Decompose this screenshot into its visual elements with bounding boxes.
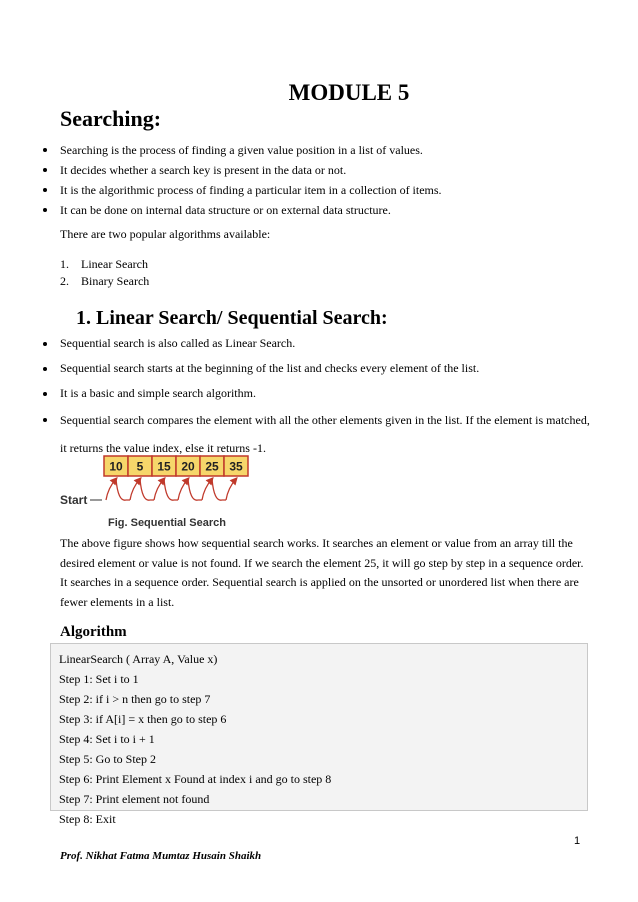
intro-paragraph: There are two popular algorithms available:: [60, 227, 271, 241]
sequential-search-figure: [60, 450, 270, 535]
list-item: Sequential search is also called as Linear Search.: [38, 331, 598, 356]
list-item: [60, 273, 149, 290]
search-arrows: [106, 479, 236, 500]
search-arrow: [154, 479, 164, 500]
array-value: 5: [136, 459, 144, 474]
search-arrow-loop: [140, 479, 154, 500]
subsection-title: 1. Linear Search/ Sequential Search:: [76, 307, 388, 329]
array-value: 15: [157, 459, 171, 474]
intro-bullet-list: [38, 140, 598, 220]
array-value: 10: [109, 459, 123, 474]
algorithm-line: Step 6: Print Element x Found at index i and go to step 8: [59, 772, 332, 786]
algorithm-line: Step 7: Print element not found: [59, 792, 210, 806]
algorithm-line: Step 2: if i > n then go to step 7: [59, 692, 211, 706]
algorithm-name: Binary Search: [81, 274, 150, 288]
description-paragraph: The above figure shows how sequential search works. It searches an element or value from an array till the desired element or value is not found. If we search the element 25, it will go step by step in a sequence order. It searches in a sequence order. Sequential search is applied on the unsorted or unordered list when there are fewer elements in a list.: [60, 536, 584, 609]
array-value: 35: [229, 459, 243, 474]
list-number: 1.: [60, 257, 69, 271]
search-arrow-loop: [164, 479, 178, 500]
algorithm-heading: Algorithm: [60, 624, 127, 640]
list-item: It decides whether a search key is present in the data or not.: [38, 160, 598, 180]
list-item: Searching is the process of finding a given value position in a list of values.: [38, 140, 598, 160]
algorithm-list: [60, 256, 149, 290]
algorithm-line: Step 3: if A[i] = x then go to step 6: [59, 712, 227, 726]
list-item: It is the algorithmic process of finding a particular item in a collection of items.: [38, 180, 598, 200]
algorithm-line: Step 8: Exit: [59, 812, 116, 826]
array-boxes: [104, 456, 248, 476]
linear-search-bullet-list: [38, 331, 598, 462]
search-arrow-loop: [212, 479, 226, 500]
array-value: 20: [181, 459, 195, 474]
search-arrow: [130, 479, 140, 500]
search-arrow-loop: [188, 479, 202, 500]
list-item: Sequential search starts at the beginning of the list and checks every element of the list.: [38, 356, 598, 381]
list-number: 2.: [60, 274, 69, 288]
footer-author: Prof. Nikhat Fatma Mumtaz Husain Shaikh: [60, 850, 262, 862]
search-arrow-loop: [116, 479, 130, 500]
module-title: MODULE 5: [288, 80, 410, 105]
algorithm-line: Step 4: Set i to i + 1: [59, 732, 155, 746]
search-arrow: [106, 479, 116, 500]
search-arrow: [178, 479, 188, 500]
search-arrow: [202, 479, 212, 500]
algorithm-name: Linear Search: [81, 257, 148, 271]
list-item: It is a basic and simple search algorithm.: [38, 381, 598, 406]
page-number: 1: [574, 835, 581, 847]
algorithm-line: Step 5: Go to Step 2: [59, 752, 157, 766]
list-item: It can be done on internal data structure or on external data structure.: [38, 200, 598, 220]
section-title: Searching:: [60, 106, 162, 131]
algorithm-box: [50, 643, 588, 826]
algorithm-line: Step 1: Set i to 1: [59, 672, 139, 686]
list-item: [60, 256, 149, 273]
search-arrow: [226, 479, 236, 500]
start-label: Start: [60, 493, 88, 507]
algorithm-line: LinearSearch ( Array A, Value x): [59, 652, 218, 666]
array-value: 25: [205, 459, 219, 474]
figure-caption: Fig. Sequential Search: [108, 517, 226, 529]
list-item: Sequential search compares the element with all the other elements given in the list. If the element is matched, it returns the value index, else it returns -1.: [38, 406, 598, 462]
